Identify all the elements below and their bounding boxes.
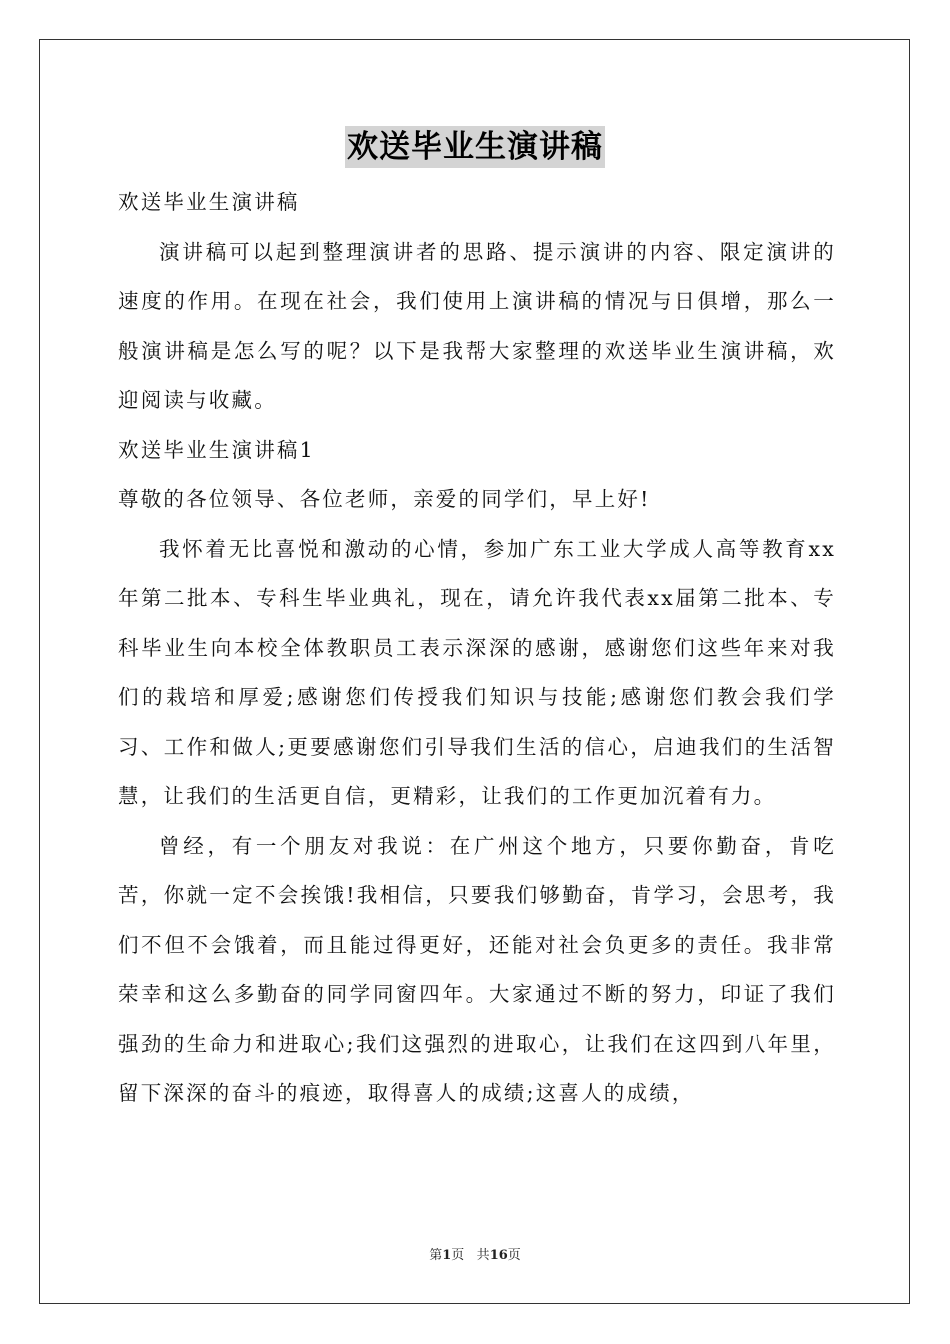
greeting-line: 尊敬的各位领导、各位老师，亲爱的同学们，早上好! bbox=[118, 487, 651, 511]
title-container bbox=[0, 126, 950, 168]
document-subtitle: 欢送毕业生演讲稿 bbox=[118, 190, 300, 214]
intro-paragraph: 演讲稿可以起到整理演讲者的思路、提示演讲的内容、限定演讲的速度的作用。在现在社会，我们使用上演讲稿的情况与日俱增，那么一般演讲稿是怎么写的呢？以下是我帮大家整理的欢送毕业生演讲稿，欢迎阅读与收藏。 bbox=[118, 239, 836, 412]
footer-total-suffix: 页 bbox=[507, 1248, 521, 1263]
footer-total-prefix: 共 bbox=[476, 1248, 490, 1263]
document-body bbox=[118, 178, 836, 1119]
footer-total-pages: 16 bbox=[489, 1248, 508, 1263]
page-footer bbox=[0, 1244, 950, 1263]
section-heading: 欢送毕业生演讲稿1 bbox=[118, 437, 315, 462]
footer-page-prefix: 第 bbox=[429, 1248, 443, 1263]
body-paragraph-2: 曾经，有一个朋友对我说：在广州这个地方，只要你勤奋，肯吃苦，你就一定不会挨饿!我相信，只要我们够勤奋，肯学习，会思考，我们不但不会饿着，而且能过得更好，还能对社会负更多的责任。我非常荣幸和这么多勤奋的同学同窗四年。大家通过不断的努力，印证了我们强劲的生命力和进取心;我们这强烈的进取心，让我们在这四到八年里，留下深深的奋斗的痕迹，取得喜人的成绩;这喜人的成绩， bbox=[118, 833, 836, 1105]
body-paragraph-1: 我怀着无比喜悦和激动的心情，参加广东工业大学成人高等教育xx年第二批本、专科生毕业典礼，现在，请允许我代表xx届第二批本、专科毕业生向本校全体教职员工表示深深的感谢，感谢您们这些年来对我们的栽培和厚爱;感谢您们传授我们知识与技能;感谢您们教会我们学习、工作和做人;更要感谢您们引导我们生活的信心，启迪我们的生活智慧，让我们的生活更自信，更精彩，让我们的工作更加沉着有力。 bbox=[118, 536, 836, 808]
footer-page-number: 1 bbox=[442, 1248, 452, 1263]
document-title: 欢送毕业生演讲稿 bbox=[345, 126, 605, 168]
footer-page-suffix: 页 bbox=[451, 1248, 465, 1263]
